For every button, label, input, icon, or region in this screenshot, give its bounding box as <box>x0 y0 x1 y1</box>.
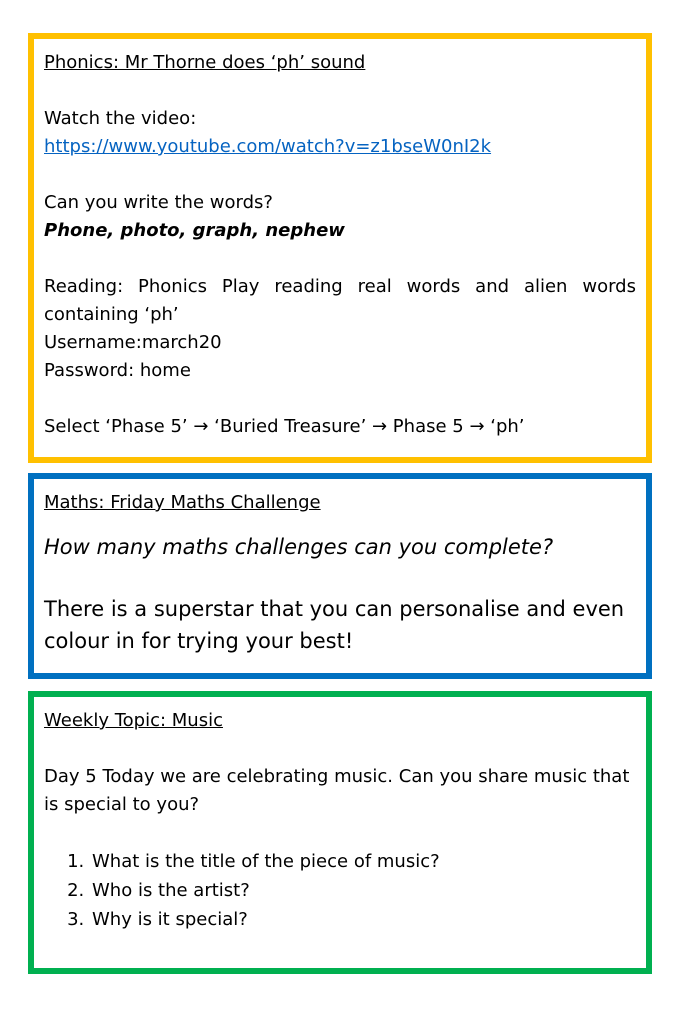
list-item: 1. What is the title of the piece of music? <box>90 847 636 876</box>
maths-question: How many maths challenges can you complete? <box>44 535 554 559</box>
spacer <box>44 819 636 847</box>
words-list: Phone, photo, graph, nephew <box>44 220 345 241</box>
video-link[interactable]: https://www.youtube.com/watch?v=z1bseW0nI2k <box>44 136 492 157</box>
spacer <box>44 385 636 413</box>
maths-section <box>28 473 652 679</box>
superstar-text: There is a superstar that you can personalise and even colour in for trying your best! <box>44 597 625 653</box>
spacer <box>44 563 636 593</box>
phonics-section <box>28 33 652 463</box>
spacer <box>44 77 636 105</box>
topic-intro: Day 5 Today we are celebrating music. Can you share music that is special to you? <box>44 766 630 815</box>
reading-instructions-line1: Reading: Phonics Play reading real words and alien words <box>44 276 636 297</box>
reading-instructions-line2: containing ‘ph’ <box>44 304 179 325</box>
topic-questions-list <box>44 847 636 934</box>
maths-heading: Maths: Friday Maths Challenge <box>44 492 321 513</box>
spacer <box>44 161 636 189</box>
spacer <box>44 735 636 763</box>
phonics-heading: Phonics: Mr Thorne does ‘ph’ sound <box>44 52 366 73</box>
list-item: 2. Who is the artist? <box>90 876 636 905</box>
spacer <box>44 517 636 531</box>
password-text: Password: home <box>44 360 191 381</box>
write-words-prompt: Can you write the words? <box>44 192 273 213</box>
topic-section <box>28 691 652 974</box>
select-steps-text: Select ‘Phase 5’ → ‘Buried Treasure’ → Phase 5 → ‘ph’ <box>44 416 525 437</box>
spacer <box>44 245 636 273</box>
topic-heading: Weekly Topic: Music <box>44 710 223 731</box>
username-text: Username:march20 <box>44 332 222 353</box>
list-item: 3. Why is it special? <box>90 905 636 934</box>
watch-video-label: Watch the video: <box>44 108 197 129</box>
